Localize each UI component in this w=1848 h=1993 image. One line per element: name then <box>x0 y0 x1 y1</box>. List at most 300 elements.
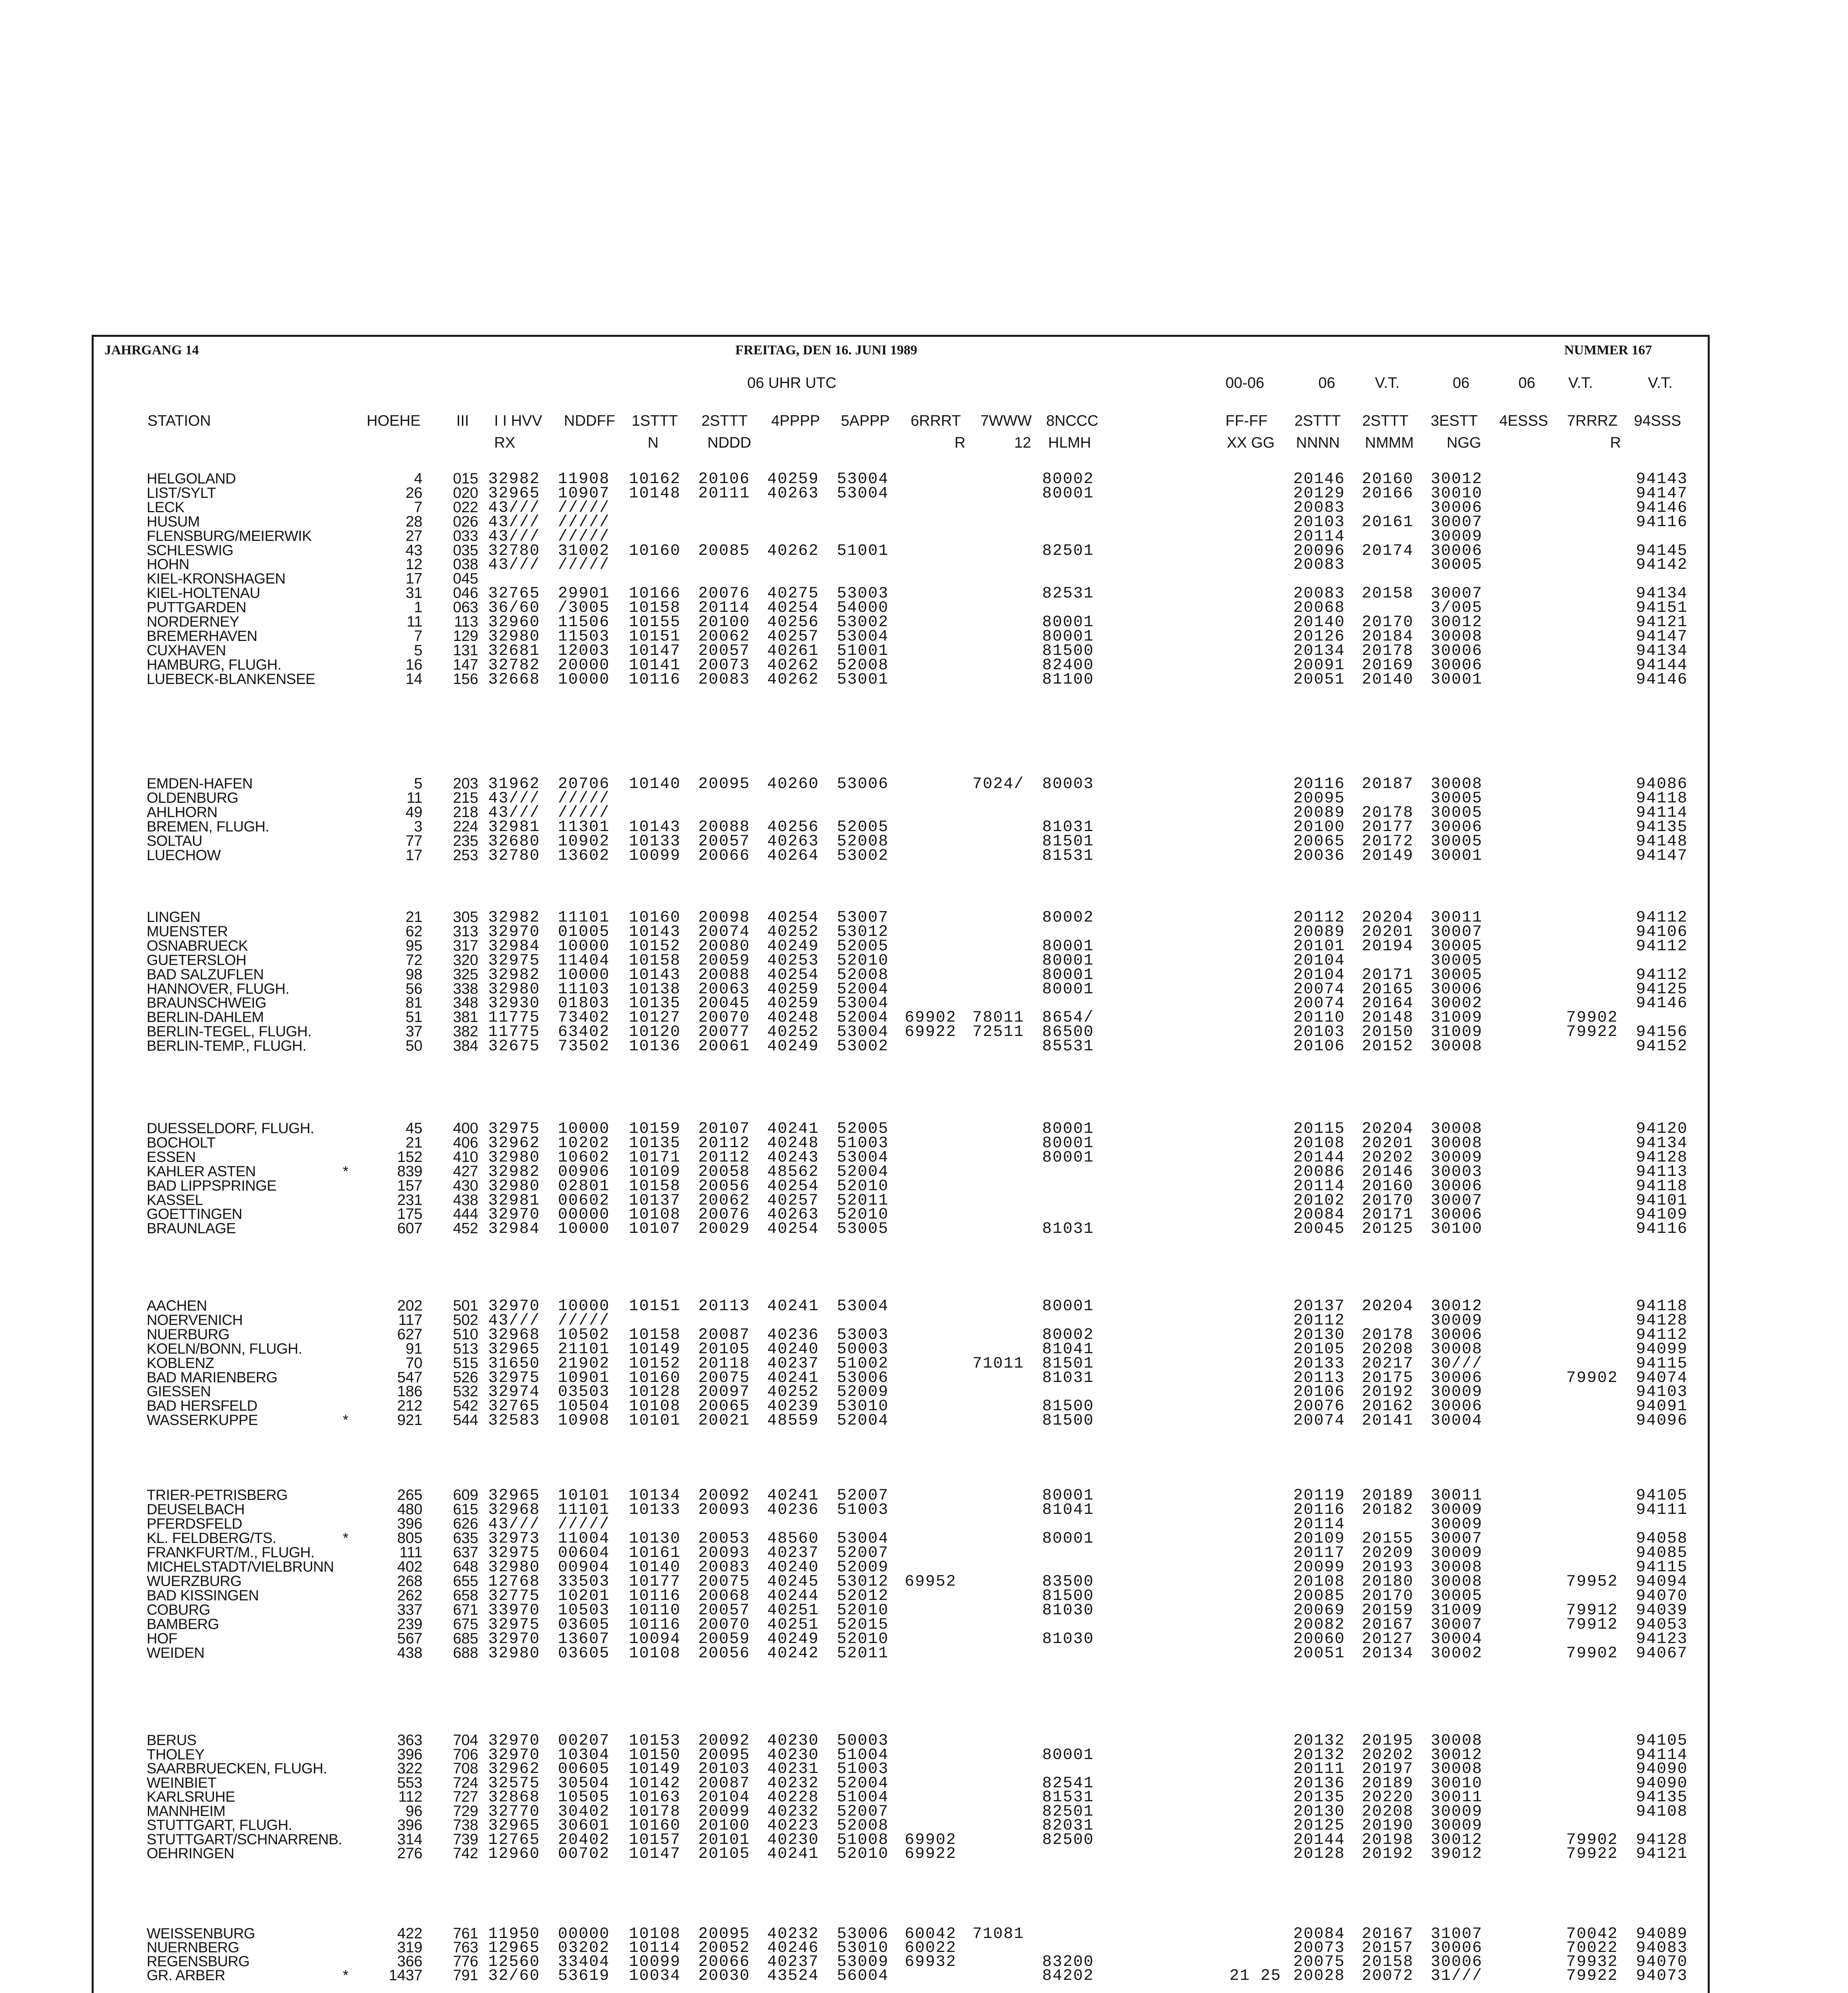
col-2sttt-sub: NDDD <box>707 434 751 451</box>
cell-n: 20112 <box>1293 1311 1345 1330</box>
cell-e: 40251 <box>767 1616 819 1634</box>
cell-c: 10099 <box>629 1953 681 1971</box>
station-height: 567 <box>397 1630 422 1647</box>
cell-t: 94103 <box>1636 1383 1688 1401</box>
table-row <box>0 556 1848 574</box>
station-name: MICHELSTADT/VIELBRUNN <box>147 1559 334 1575</box>
cell-c: 10143 <box>629 923 681 941</box>
cell-a: 32780 <box>488 542 540 560</box>
cell-l: 80001 <box>1042 1746 1094 1764</box>
cell-e: 40243 <box>767 1148 819 1167</box>
cell-c: 10116 <box>629 1587 681 1605</box>
station-height: 363 <box>397 1732 422 1749</box>
table-row <box>0 1297 1848 1315</box>
cell-a: 32970 <box>488 1630 540 1648</box>
table-row <box>0 1967 1848 1985</box>
cell-b: 10000 <box>558 1297 610 1315</box>
station-height: 202 <box>397 1297 422 1314</box>
cell-c: 10162 <box>629 470 681 488</box>
cell-s: 70042 <box>1566 1925 1618 1943</box>
station-name: THOLEY <box>147 1746 205 1763</box>
cell-d: 20098 <box>698 909 750 927</box>
station-height: 77 <box>405 832 422 849</box>
cell-t: 94105 <box>1636 1487 1688 1505</box>
cell-f: 50003 <box>837 1732 889 1750</box>
station-number: 739 <box>453 1831 478 1848</box>
cell-p: 30007 <box>1431 1191 1483 1210</box>
station-name: KL. FELDBERG/TS. <box>147 1530 277 1546</box>
cell-e: 40241 <box>767 1297 819 1315</box>
station-number: 542 <box>453 1397 478 1415</box>
cell-d: 20083 <box>698 1559 750 1576</box>
cell-p: 30012 <box>1431 1297 1483 1315</box>
station-number: 022 <box>453 499 478 516</box>
cell-n: 20074 <box>1293 980 1345 998</box>
cell-f: 53007 <box>837 909 889 927</box>
cell-p: 30011 <box>1431 1789 1483 1806</box>
cell-p: 30009 <box>1431 1515 1483 1533</box>
cell-p: 30007 <box>1431 1530 1483 1548</box>
cell-e: 40252 <box>767 1383 819 1401</box>
cell-p: 30005 <box>1431 937 1483 955</box>
cell-a: 43/// <box>488 804 540 822</box>
cell-c: 10149 <box>629 1340 681 1358</box>
cell-k: 72511 <box>972 1023 1025 1042</box>
cell-l: 83500 <box>1042 1573 1094 1591</box>
cell-b: 11503 <box>558 627 610 646</box>
cell-b: 10505 <box>558 1789 610 1806</box>
cell-f: 51001 <box>837 642 889 660</box>
cell-d: 20112 <box>698 1148 750 1167</box>
cell-o: 20150 <box>1362 1023 1414 1042</box>
cell-f: 52010 <box>837 951 889 970</box>
cell-b: ///// <box>558 1311 610 1330</box>
table-row <box>0 909 1848 927</box>
station-height: 56 <box>405 980 422 997</box>
table-row <box>0 642 1848 660</box>
station-name: ESSEN <box>147 1148 196 1165</box>
station-height: 117 <box>398 1311 422 1329</box>
cell-d: 20066 <box>698 847 750 865</box>
cell-f: 52004 <box>837 1774 889 1793</box>
table-row <box>0 1326 1848 1344</box>
cell-d: 20021 <box>698 1412 750 1430</box>
table-row <box>0 789 1848 808</box>
table-row <box>0 832 1848 851</box>
cell-d: 20099 <box>698 1802 750 1821</box>
station-height: 805 <box>397 1530 422 1547</box>
cell-p: 30008 <box>1431 1732 1483 1750</box>
cell-b: 10101 <box>558 1487 610 1505</box>
cell-c: 10108 <box>629 1206 681 1224</box>
cell-f: 53012 <box>837 1573 889 1591</box>
station-number: 655 <box>453 1573 478 1590</box>
station-height: 921 <box>397 1412 422 1429</box>
table-row <box>0 627 1848 646</box>
cell-d: 20092 <box>698 1732 750 1750</box>
cell-b: 11404 <box>558 951 610 970</box>
cell-a: 32975 <box>488 1616 540 1634</box>
station-name: LUEBECK-BLANKENSEE <box>147 670 315 687</box>
cell-e: 40228 <box>767 1789 819 1806</box>
station-height: 547 <box>397 1369 422 1386</box>
station-name: BERLIN-TEMP., FLUGH. <box>147 1038 306 1054</box>
station-number: 501 <box>453 1297 478 1314</box>
cell-a: 12765 <box>488 1831 540 1849</box>
cell-b: 10201 <box>558 1587 610 1605</box>
cell-a: 43/// <box>488 1515 540 1533</box>
cell-n: 20073 <box>1293 1939 1345 1957</box>
cell-f: 54000 <box>837 599 889 617</box>
cell-f: 52007 <box>837 1802 889 1821</box>
station-number: 704 <box>453 1732 478 1749</box>
station-number: 452 <box>453 1220 478 1237</box>
cell-t: 94113 <box>1636 1163 1688 1181</box>
cell-t: 94118 <box>1636 1297 1688 1315</box>
cell-s: 79912 <box>1566 1616 1618 1634</box>
cell-t: 94121 <box>1636 613 1688 631</box>
table-row <box>0 775 1848 793</box>
station-name: CUXHAVEN <box>147 642 226 658</box>
station-name: MANNHEIM <box>147 1802 226 1819</box>
cell-d: 20056 <box>698 1645 750 1663</box>
cell-b: 33503 <box>558 1573 610 1591</box>
mountain-station-marker: * <box>343 1412 348 1429</box>
cell-b: 01803 <box>558 995 610 1013</box>
station-height: 314 <box>397 1831 422 1848</box>
station-number: 113 <box>454 613 478 630</box>
cell-n: 20051 <box>1293 1645 1345 1663</box>
cell-b: 11506 <box>558 613 610 631</box>
cell-t: 94152 <box>1636 1038 1688 1056</box>
cell-c: 10148 <box>629 484 681 503</box>
station-number: 427 <box>453 1163 478 1180</box>
cell-l: 80001 <box>1042 484 1094 503</box>
station-number: 502 <box>453 1311 478 1329</box>
cell-p: 30005 <box>1431 804 1483 822</box>
cell-e: 40248 <box>767 1009 819 1027</box>
cell-g: 69952 <box>905 1573 957 1591</box>
cell-t: 94134 <box>1636 1134 1688 1152</box>
cell-t: 94147 <box>1636 627 1688 646</box>
cell-c: 10108 <box>629 1925 681 1943</box>
cell-e: 40263 <box>767 1206 819 1224</box>
station-name: NUERNBERG <box>147 1939 239 1956</box>
cell-t: 94070 <box>1636 1587 1688 1605</box>
cell-f: 52009 <box>837 1383 889 1401</box>
cell-o: 20169 <box>1362 656 1414 674</box>
col-2sttt: 2STTT <box>701 413 748 429</box>
cell-o: 20178 <box>1362 642 1414 660</box>
cell-t: 94145 <box>1636 542 1688 560</box>
cell-o: 20167 <box>1362 1925 1414 1943</box>
station-name: OSNABRUECK <box>147 937 248 954</box>
cell-o: 20201 <box>1362 1134 1414 1152</box>
cell-e: 40262 <box>767 670 819 689</box>
cell-e: 40241 <box>767 1487 819 1505</box>
table-row <box>0 1412 1848 1430</box>
station-number: 015 <box>453 470 478 487</box>
cell-n: 20128 <box>1293 1845 1345 1863</box>
station-number: 325 <box>453 966 478 983</box>
col-s3estt: 3ESTT <box>1431 413 1478 429</box>
station-number: 706 <box>453 1746 478 1763</box>
cell-o: 20171 <box>1362 1206 1414 1224</box>
cell-n: 20140 <box>1293 613 1345 631</box>
cell-b: ///// <box>558 527 610 546</box>
cell-o: 20170 <box>1362 1191 1414 1210</box>
cell-a: 32965 <box>488 1817 540 1835</box>
cell-b: 10908 <box>558 1412 610 1430</box>
table-row <box>0 1925 1848 1943</box>
cell-t: 94118 <box>1636 789 1688 808</box>
station-name: GR. ARBER <box>147 1967 225 1983</box>
station-name: LINGEN <box>147 909 200 925</box>
cell-n: 20085 <box>1293 1587 1345 1605</box>
station-number: 384 <box>453 1038 478 1055</box>
cell-d: 20095 <box>698 1746 750 1764</box>
station-number: 738 <box>453 1817 478 1834</box>
col-5appp: 5APPP <box>841 413 890 429</box>
cell-l: 80001 <box>1042 1530 1094 1548</box>
cell-t: 94094 <box>1636 1573 1688 1591</box>
cell-p: 30006 <box>1431 1369 1483 1387</box>
cell-e: 40242 <box>767 1645 819 1663</box>
cell-t: 94067 <box>1636 1645 1688 1663</box>
cell-p: 30005 <box>1431 966 1483 984</box>
cell-c: 10158 <box>629 1177 681 1195</box>
station-name: OLDENBURG <box>147 789 238 806</box>
cell-d: 20105 <box>698 1340 750 1358</box>
cell-n: 20036 <box>1293 847 1345 865</box>
col-ffff-sub: XX GG <box>1227 434 1275 451</box>
cell-e: 40263 <box>767 484 819 503</box>
cell-b: 73502 <box>558 1038 610 1056</box>
cell-l: 80001 <box>1042 980 1094 998</box>
cell-t: 94134 <box>1636 585 1688 603</box>
station-height: 5 <box>414 642 422 659</box>
cell-n: 20089 <box>1293 923 1345 941</box>
station-name: NUERBURG <box>147 1326 230 1342</box>
cell-c: 10135 <box>629 1134 681 1152</box>
cell-g: 69902 <box>905 1009 957 1027</box>
cell-t: 94142 <box>1636 556 1688 574</box>
station-number: 675 <box>453 1616 478 1633</box>
cell-b: 31002 <box>558 542 610 560</box>
station-height: 276 <box>397 1845 422 1862</box>
cell-n: 20146 <box>1293 470 1345 488</box>
cell-f: 53005 <box>837 1220 889 1238</box>
cell-l: 81031 <box>1042 1369 1094 1387</box>
cell-b: 11101 <box>558 1501 610 1519</box>
cell-a: 32980 <box>488 1645 540 1663</box>
col-s2sttt: 2STTT <box>1294 413 1341 429</box>
table-row <box>0 1009 1848 1027</box>
cell-t: 94121 <box>1636 1845 1688 1863</box>
cell-c: 10158 <box>629 1326 681 1344</box>
cell-p: 30006 <box>1431 1939 1483 1957</box>
cell-b: 10902 <box>558 832 610 851</box>
station-name: BREMERHAVEN <box>147 627 257 644</box>
col-7wwww-sub: 12 <box>1014 434 1031 451</box>
station-height: 239 <box>397 1616 422 1633</box>
station-name: BAD MARIENBERG <box>147 1369 278 1386</box>
cell-p: 30005 <box>1431 951 1483 970</box>
cell-a: 43/// <box>488 499 540 517</box>
cell-b: 33404 <box>558 1953 610 1971</box>
cell-c: 10099 <box>629 847 681 865</box>
station-number: 648 <box>453 1559 478 1575</box>
cell-t: 94112 <box>1636 937 1688 955</box>
station-number: 776 <box>453 1953 478 1970</box>
cell-n: 20068 <box>1293 599 1345 617</box>
col-vt1: V.T. <box>1375 375 1400 391</box>
cell-b: ///// <box>558 789 610 808</box>
cell-e: 40254 <box>767 599 819 617</box>
cell-n: 20144 <box>1293 1148 1345 1167</box>
cell-c: 10147 <box>629 642 681 660</box>
cell-n: 20076 <box>1293 1397 1345 1416</box>
cell-f: 52010 <box>837 1845 889 1863</box>
cell-e: 40240 <box>767 1559 819 1576</box>
cell-a: 32982 <box>488 909 540 927</box>
cell-c: 10163 <box>629 1789 681 1806</box>
cell-a: 31962 <box>488 775 540 793</box>
col-06a: 06 <box>1318 375 1335 391</box>
cell-n: 20114 <box>1293 527 1345 546</box>
cell-t: 94123 <box>1636 1630 1688 1648</box>
cell-f: 52010 <box>837 1206 889 1224</box>
cell-a: 32975 <box>488 1120 540 1138</box>
station-height: 27 <box>405 527 422 544</box>
cell-b: 10502 <box>558 1326 610 1344</box>
cell-a: 32962 <box>488 1134 540 1152</box>
station-name: LUECHOW <box>147 847 221 863</box>
table-row <box>0 656 1848 674</box>
cell-o: 20209 <box>1362 1544 1414 1562</box>
cell-d: 20097 <box>698 1383 750 1401</box>
cell-n: 20091 <box>1293 656 1345 674</box>
cell-n: 20103 <box>1293 1023 1345 1042</box>
station-height: 480 <box>397 1501 422 1518</box>
cell-b: 10000 <box>558 937 610 955</box>
cell-c: 10160 <box>629 1369 681 1387</box>
station-number: 615 <box>453 1501 478 1518</box>
station-name: GOETTINGEN <box>147 1206 242 1223</box>
cell-p: 30006 <box>1431 1953 1483 1971</box>
cell-f: 53006 <box>837 775 889 793</box>
cell-o: 20072 <box>1362 1967 1414 1985</box>
cell-f: 50003 <box>837 1340 889 1358</box>
col-s94sss: 94SSS <box>1634 413 1681 429</box>
cell-a: 32980 <box>488 980 540 998</box>
cell-o: 20134 <box>1362 1645 1414 1663</box>
cell-f: 52008 <box>837 656 889 674</box>
cell-d: 20111 <box>698 484 750 503</box>
cell-p: 30006 <box>1431 656 1483 674</box>
cell-f: 53004 <box>837 484 889 503</box>
cell-b: 10304 <box>558 1746 610 1764</box>
cell-a: 32970 <box>488 1732 540 1750</box>
cell-o: 20189 <box>1362 1774 1414 1793</box>
cell-o: 20141 <box>1362 1412 1414 1430</box>
cell-g: 60022 <box>905 1939 957 1957</box>
station-name: BAD HERSFELD <box>147 1397 257 1414</box>
cell-f: 52012 <box>837 1587 889 1605</box>
table-row <box>0 613 1848 631</box>
cell-d: 20053 <box>698 1530 750 1548</box>
cell-o: 20159 <box>1362 1602 1414 1620</box>
cell-p: 30002 <box>1431 995 1483 1013</box>
station-name: DEUSELBACH <box>147 1501 245 1517</box>
cell-a: 32681 <box>488 642 540 660</box>
cell-p: 30008 <box>1431 1559 1483 1576</box>
cell-t: 94128 <box>1636 1831 1688 1849</box>
col-6rrrt: 6RRRT <box>911 413 961 429</box>
cell-l: 80003 <box>1042 775 1094 793</box>
cell-n: 20104 <box>1293 966 1345 984</box>
cell-c: 10171 <box>629 1148 681 1167</box>
cell-t: 94039 <box>1636 1602 1688 1620</box>
cell-d: 20088 <box>698 966 750 984</box>
cell-l: 84202 <box>1042 1967 1094 1985</box>
cell-o: 20217 <box>1362 1354 1414 1373</box>
cell-c: 10161 <box>629 1544 681 1562</box>
cell-n: 20108 <box>1293 1573 1345 1591</box>
col-vt2: V.T. <box>1568 375 1593 391</box>
cell-a: 12960 <box>488 1845 540 1863</box>
cell-o: 20220 <box>1362 1789 1414 1806</box>
cell-e: 40260 <box>767 775 819 793</box>
cell-e: 48559 <box>767 1412 819 1430</box>
cell-t: 94086 <box>1636 775 1688 793</box>
cell-l: 82400 <box>1042 656 1094 674</box>
col-s3estt-sub: NGG <box>1447 434 1481 451</box>
cell-d: 20080 <box>698 937 750 955</box>
cell-t: 94070 <box>1636 1953 1688 1971</box>
cell-l: 80002 <box>1042 1326 1094 1344</box>
cell-t: 94074 <box>1636 1369 1688 1387</box>
cell-a: 32973 <box>488 1530 540 1548</box>
table-row <box>0 1206 1848 1224</box>
cell-b: 10504 <box>558 1397 610 1416</box>
cell-c: 10110 <box>629 1602 681 1620</box>
station-name: KIEL-KRONSHAGEN <box>147 570 286 587</box>
station-name: GUETERSLOH <box>147 951 246 968</box>
col-8nccc: 8NCCC <box>1046 413 1098 429</box>
cell-p: 30007 <box>1431 1616 1483 1634</box>
station-name: LECK <box>147 499 185 515</box>
cell-b: 21101 <box>558 1340 610 1358</box>
cell-f: 52008 <box>837 832 889 851</box>
table-row <box>0 570 1848 588</box>
cell-t: 94143 <box>1636 470 1688 488</box>
cell-o: 20178 <box>1362 804 1414 822</box>
cell-a: 43/// <box>488 556 540 574</box>
mountain-station-marker: * <box>343 1967 348 1983</box>
cell-n: 20110 <box>1293 1009 1345 1027</box>
station-height: 553 <box>397 1774 422 1791</box>
cell-f: 56004 <box>837 1967 889 1985</box>
cell-n: 20117 <box>1293 1544 1345 1562</box>
cell-t: 94118 <box>1636 1177 1688 1195</box>
cell-t: 94134 <box>1636 642 1688 660</box>
cell-b: 12003 <box>558 642 610 660</box>
cell-n: 20099 <box>1293 1559 1345 1576</box>
station-number: 026 <box>453 513 478 530</box>
cell-p: 30008 <box>1431 1134 1483 1152</box>
cell-f: 52008 <box>837 966 889 984</box>
